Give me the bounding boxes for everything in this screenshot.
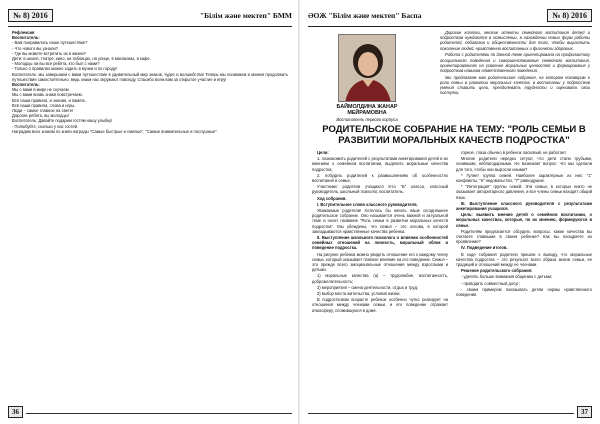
paragraph: 2. побудить родителей к размышлениям об особенностях воспитания в семье. [312, 172, 448, 184]
left-footer-rule [26, 413, 292, 414]
paragraph: IV. Подведение итогов. [461, 245, 508, 251]
author-role: Воспитатель первого корпуса [336, 117, 398, 122]
article-intro [440, 30, 590, 97]
paragraph: * "Интеграция" группы семей. Эти семьи, в которых никто не оказывает авторитарного давления, и все члены семьи находят общий язык. [456, 184, 592, 200]
paragraph: - своим примером показывать детям нормы нравственного поведения. [456, 286, 592, 298]
paragraph: В подростковом возрасте ребенок особенно чутко реагирует на отношения между членами семьи, и его поведение отражает атмосферу, сложившуюся в доме. [312, 297, 448, 313]
paragraph: Воспитатель: мы завершаем с вами путешествие в удивительный мир знаков, чудес и волшебства! Теперь мы понимаем и можем продолжать путешествие самостоятельно, ведь знаки нас окружают повсюду. Спасибо всем вам за открытое участие и игру! [12, 71, 288, 82]
paragraph: Воспитатель: [12, 35, 40, 41]
paragraph: Рефлексия [12, 30, 35, 35]
paragraph: - Только о правилах можно ходить в музеи и по городу! [12, 66, 118, 72]
paragraph: Мы с вами в мире не скучаем. [12, 87, 70, 93]
paragraph: Наградим всех знаком по книги награды "Самые быстрые и смелые", "Самые внимательные и послушные". [12, 128, 218, 134]
paragraph: III. Выступление классного руководителя с результатами анкетирования учащихся. [456, 200, 592, 212]
paragraph: * Гуляет группа семей. Наиболее характерные из них: "1" конфликты, "6" недовольство, "7" равнодушие. [456, 172, 592, 184]
paragraph: Дорогие ребята, вы молодцы! [12, 113, 69, 119]
paragraph: - уделять больше внимания общению с детьми; [461, 274, 553, 280]
right-footer-rule [308, 413, 574, 414]
article-body [312, 150, 592, 314]
paragraph: Родителям предлагается обсудить вопросы: какие качества вы считаете главными в своем ребенке? Как вы поощряете их проявление? [456, 228, 592, 245]
paragraph: 1. познакомить родителей с результатами анкетирования детей и их мнением о семейном воспитании, выделить моральные качества подростка; [312, 156, 448, 172]
article-column-2 [456, 150, 592, 314]
paragraph: Люди – самое главное на свете! [12, 108, 74, 114]
paragraph: - Что нового вы узнали? [12, 45, 58, 51]
paragraph: Всё наши правила, и знания, и память. [12, 97, 87, 103]
paragraph: I. Вступительное слово классного руководителя. [317, 201, 418, 207]
paragraph: Воспитатель: Давайте подарим гостям нашу улыбку! [12, 118, 113, 124]
left-issue-badge: № 8) 2016 [8, 9, 53, 22]
paragraph: - Молодцы ли вы все ребята, кто был с нами? [12, 61, 100, 67]
paragraph: Всё наши правила, слова и игры. [12, 102, 76, 108]
paragraph: - проводить совместный досуг; [461, 280, 520, 286]
paragraph: - Вам понравилось наше путешествие? [12, 40, 88, 46]
right-journal-title: ӘОЖ "Бiлiм және мектеп" Баспа [308, 11, 422, 20]
article-column-1 [312, 150, 448, 314]
paragraph: II. Выступление школьного психолога о влиянии особенностей семейных отношений на личность, моральный облик и поведение подростка. [312, 235, 448, 251]
paragraph: Многие родители нередко сетуют, что дети стали грубыми, ленивыми, неблагодарными. Но возникает вопрос: что мы сделали для того, чтобы они выросли иными? [456, 156, 592, 172]
paragraph: Решение родительского собрания: [461, 268, 533, 274]
intro-paragraph: Мы предлагаем вам родительское собрание, на котором поговорим о роли семьи в развитии моральных качеств, в воспитании у подростков умения ставить цели, преодолевать трудности и оценивать свои поступки. [440, 74, 590, 96]
intro-paragraph: Дорогие коллеги, многие аспекты семейного воспитания детей и подростков нуждаются в осмыслении, в нахождении новых форм работы родителей, педагогов и общественности для того, чтобы вырастить поколение людей, нравственно воспитанных и физически здоровых. [440, 30, 590, 51]
paragraph: Участники: родители учащихся 8-го "Б" класса, классный руководитель, школьный психолог, воспитатель. [312, 184, 448, 195]
intro-paragraph: Работа с родителями по данной теме ориентирована на профилактику асоциального поведения и совершенствование семейного воспитания, ориентированного на усвоение моральных ценностей и формирование у подростков навыков ответственного поведения. [440, 52, 590, 74]
paragraph: Ход собрания. [317, 195, 347, 201]
paragraph: Цели: [317, 150, 329, 155]
right-issue-badge: № 8) 2016 [547, 9, 592, 22]
paragraph: 2) мероприятия – смена деятельности, отдых и труд; [317, 284, 418, 290]
paragraph: горное, глаза обычно в ребенок ласковый, не работает. [461, 150, 567, 155]
left-page-number: 36 [8, 406, 23, 418]
author-name: БАЙМОЛДИНА ЖАНАР МЕЙРАМОВНА [336, 104, 398, 116]
paragraph: Цель: выявить мнение детей о семейном воспитании, о моральных качествах, которые, по их мнению, формируются в семье. [456, 212, 592, 228]
author-portrait-icon [339, 35, 396, 102]
paragraph: 3) выбор места жительства, условия жизни. [317, 291, 401, 297]
paragraph: Воспитатель: [12, 82, 40, 88]
paragraph: Уважаемые родители! Хотелось бы начать наше сегодняшнее родительское собрание. Оно называется очень важной и актуальной теме и носит название "Роль семьи в развитии моральных качеств подростка". Мы убеждены, что семья – это основа, в которой закладываются нравственные качества ребенка. [312, 208, 448, 234]
article-title: РОДИТЕЛЬСКОЕ СОБРАНИЕ НА ТЕМУ: "РОЛЬ СЕМЬИ В РАЗВИТИИ МОРАЛЬНЫХ КАЧЕСТВ ПОДРОСТКА" [322, 124, 586, 146]
left-page-text [12, 30, 288, 134]
paragraph: В ходе собрания родители пришли к выводу, что моральные качества подростка – это результат всего образа жизни семьи, ее традиций и отношений между ее членами. [456, 251, 592, 268]
right-header [308, 7, 592, 24]
paragraph: Дети: в школе, театре, кино, на таблицах, на улице, в магазинах, в кафе. [12, 56, 151, 62]
left-header [8, 7, 292, 24]
paragraph: 1) моральные качества (а) – трудолюбие, воспитанность, доброжелательность; [312, 273, 448, 284]
paragraph: - Где вы можете встретить их в жизни? [12, 50, 86, 56]
paragraph: - Полюбуйте, сколько у нас гостей. [12, 123, 79, 129]
author-photo [338, 34, 396, 102]
left-journal-title: "Бiлiм және мектеп" БММ [199, 11, 292, 20]
paragraph: На рисунке ребенка можно увидеть отношение его к каждому члену семьи, который оказывает главное влияние на его поведение. Семья – это прежде всего эмоциональные отношения между взрослыми и детьми. [312, 251, 448, 273]
right-page-number: 37 [577, 406, 592, 418]
paragraph: Мы с вами вновь знаки повстречаем. [12, 92, 83, 98]
